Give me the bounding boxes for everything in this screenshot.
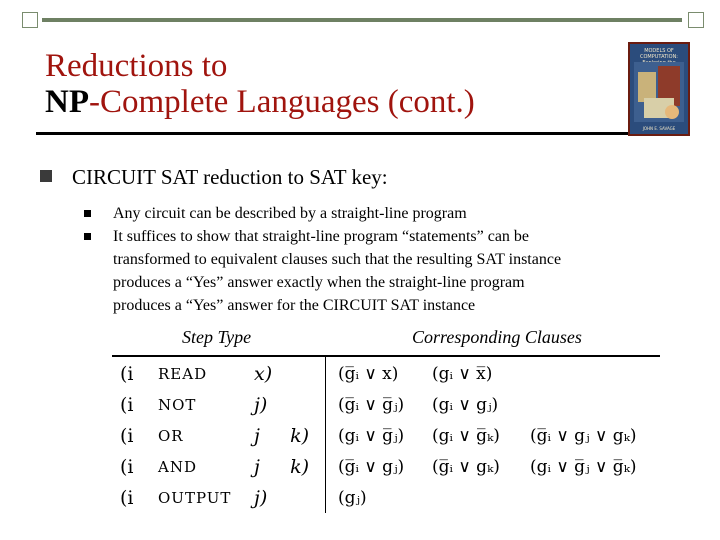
row-args: j) bbox=[254, 487, 268, 509]
table-row-read bbox=[112, 359, 662, 389]
row-args: j k) bbox=[254, 456, 310, 478]
clause-1: (g̅ᵢ ∨ g̅ⱼ) bbox=[338, 395, 405, 415]
clause-1: (gᵢ ∨ g̅ⱼ) bbox=[338, 426, 405, 446]
top-left-box bbox=[22, 12, 38, 28]
clause-2: (g̅ᵢ ∨ gₖ) bbox=[432, 457, 500, 477]
sub-bullet-2-line-3: produces a “Yes” answer exactly when the straight-line program bbox=[113, 274, 525, 291]
table-row-and bbox=[112, 452, 662, 482]
top-rule bbox=[42, 18, 682, 22]
header-step-type: Step Type bbox=[182, 327, 252, 347]
row-index: (i bbox=[120, 425, 134, 447]
clause-1: (gⱼ) bbox=[338, 488, 367, 508]
book-cover-art bbox=[634, 62, 684, 122]
clause-3: (g̅ᵢ ∨ gⱼ ∨ gₖ) bbox=[530, 426, 637, 446]
row-step-type: OR bbox=[158, 427, 184, 445]
slide-title bbox=[45, 48, 475, 120]
title-underline bbox=[36, 132, 630, 135]
table-header-rule bbox=[112, 355, 660, 357]
row-step-type: OUTPUT bbox=[158, 489, 232, 507]
sub-bullet-1: Any circuit can be described by a straight-line program bbox=[113, 205, 467, 222]
row-index: (i bbox=[120, 363, 134, 385]
title-line-2-rest: -Complete Languages (cont.) bbox=[89, 84, 475, 120]
table-row-output bbox=[112, 483, 662, 513]
clause-2: (gᵢ ∨ x̅) bbox=[432, 364, 493, 384]
row-step-type: NOT bbox=[158, 396, 197, 414]
sub-bullet-2-line-2: transformed to equivalent clauses such that the resulting SAT instance bbox=[113, 251, 562, 268]
title-line-2 bbox=[45, 84, 475, 120]
sub-bullet-square-icon bbox=[84, 210, 91, 217]
clause-3: (gᵢ ∨ g̅ⱼ ∨ g̅ₖ) bbox=[530, 457, 637, 477]
main-bullet-text: CIRCUIT SAT reduction to SAT key: bbox=[72, 165, 388, 189]
clause-table bbox=[112, 322, 662, 517]
row-args: j) bbox=[254, 394, 268, 416]
bullet-square-icon bbox=[40, 170, 52, 182]
row-index: (i bbox=[120, 456, 134, 478]
row-step-type: AND bbox=[158, 458, 197, 476]
title-np: NP bbox=[45, 84, 89, 120]
sub-bullet-square-icon bbox=[84, 233, 91, 240]
clause-2: (gᵢ ∨ gⱼ) bbox=[432, 395, 499, 415]
table-row-not bbox=[112, 390, 662, 420]
sub-bullet-2-line-4: produces a “Yes” answer for the CIRCUIT SAT instance bbox=[113, 297, 476, 314]
row-index: (i bbox=[120, 487, 134, 509]
header-corresponding-clauses: Corresponding Clauses bbox=[412, 327, 582, 347]
clause-1: (g̅ᵢ ∨ x) bbox=[338, 364, 399, 384]
row-index: (i bbox=[120, 394, 134, 416]
sub-bullet-2-line-1: It suffices to show that straight-line program “statements” can be bbox=[113, 228, 530, 245]
book-cover-author: JOHN E. SAVAGE bbox=[642, 126, 676, 131]
top-right-box bbox=[688, 12, 704, 28]
row-args: j k) bbox=[254, 425, 310, 447]
table-row-or bbox=[112, 421, 662, 451]
row-args: x) bbox=[254, 363, 273, 385]
title-line-1: Reductions to bbox=[45, 48, 228, 84]
clause-2: (gᵢ ∨ g̅ₖ) bbox=[432, 426, 500, 446]
row-step-type: READ bbox=[158, 365, 208, 383]
decorative-top-bar bbox=[22, 12, 702, 32]
book-cover-image bbox=[628, 42, 690, 136]
book-cover-title: MODELS OF COMPUTATION: bbox=[639, 48, 678, 60]
clause-1: (g̅ᵢ ∨ gⱼ) bbox=[338, 457, 405, 477]
